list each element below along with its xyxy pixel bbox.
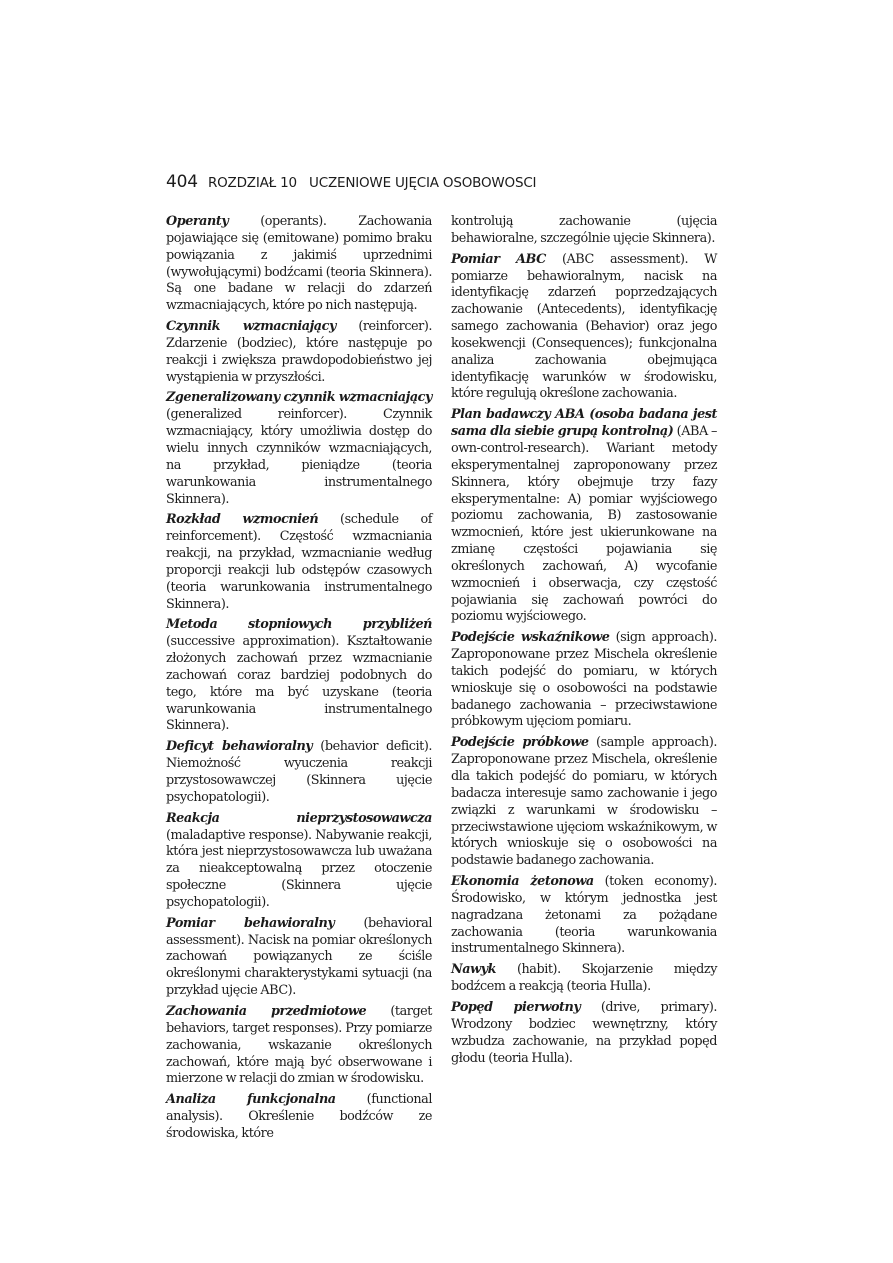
glossary-definition: (successive approximation). Kształtowanie złożonych zachowań przez wzmacnianie zachowań coraz bardziej podobnych do tego, które ma być uzyskane (teoria warunkowania instrumentalnego Skinnera). xyxy=(166,634,432,734)
glossary-definition: (schedule of reinforcement). Częstość wzmacniania reakcji, na przykład, wzmacnianie według proporcji reakcji lub odstępów czasowych (teoria warunkowania instrumentalnego Skinnera). xyxy=(166,512,432,612)
glossary-definition: (reinforcer). Zdarzenie (bodziec), które następuje po reakcji i zwiększa prawdopodobieństwo jej wystąpienia w przyszłości. xyxy=(166,319,432,385)
glossary-column-right xyxy=(451,214,717,1071)
glossary-definition: (generalized reinforcer). Czynnik wzmacniający, który umożliwia dostęp do wielu innych czynników wzmacniających, na przykład, pieniądze (teoria warunkowania instrumentalnego Skinnera). xyxy=(166,407,432,507)
glossary-term: Pomiar ABC xyxy=(451,251,546,267)
glossary-entry xyxy=(166,214,432,315)
glossary-entry xyxy=(451,735,717,870)
glossary-term: Nawyk xyxy=(451,962,497,978)
glossary-entry xyxy=(166,1004,432,1088)
glossary-entry xyxy=(166,617,432,735)
glossary-definition: (ABA – own-control-research). Wariant metody eksperymentalnej zaproponowany przez Skinnera, który obejmuje trzy fazy eksperymentalne: A) pomiar wyjściowego poziomu zachowania, B) zastosowanie wzmocnień, które jest ukierunkowane na zmianę częstości pojawiania się określonych zachowań, A) wycofanie wzmocnień i obserwacja, czy częstość pojawiania się zachowań powróci do poziomu wyjściowego. xyxy=(451,424,717,625)
glossary-term: Zachowania przedmiotowe xyxy=(166,1003,367,1019)
page-number: 404 xyxy=(166,172,198,192)
glossary-entry xyxy=(166,319,432,386)
glossary-entry-continued xyxy=(451,214,717,248)
glossary-entry xyxy=(451,407,717,626)
glossary-term: Rozkład wzmocnień xyxy=(166,512,319,528)
glossary-term: Plan badawczy ABA (osoba badana jest sama dla siebie grupą kontrolną) xyxy=(451,407,717,440)
glossary-definition: (token economy). Środowisko, w którym jednostka jest nagradzana żetonami za pożądane zachowania (teoria warunkowania instrumentalnego Skinnera). xyxy=(451,874,717,957)
glossary-entry xyxy=(451,252,717,404)
glossary-entry xyxy=(166,512,432,613)
glossary-definition: (habit). Skojarzenie między bodźcem a reakcją (teoria Hulla). xyxy=(451,962,717,995)
glossary-definition: (sign approach). Zaproponowane przez Mischela określenie takich podejść do pomiaru, w których wnioskuje się o osobowości na podstawie badanego zachowania – przeciwstawione próbkowym ujęciom pomiaru. xyxy=(451,630,717,730)
glossary-term: Reakcja nieprzystosowawcza xyxy=(166,810,432,826)
glossary-entry xyxy=(451,962,717,996)
glossary-entry xyxy=(166,811,432,912)
running-header xyxy=(166,172,726,192)
glossary-term: Operanty xyxy=(166,214,229,229)
glossary-entry xyxy=(166,739,432,806)
glossary-entry xyxy=(166,390,432,508)
glossary-term: Zgeneralizowany czynnik wzmacniający xyxy=(166,390,432,406)
glossary-entry xyxy=(166,1092,432,1143)
glossary-entry xyxy=(451,874,717,958)
glossary-term: Ekonomia żetonowa xyxy=(451,874,594,890)
glossary-definition: (sample approach). Zaproponowane przez Mischela, określenie dla takich podejść do pomiaru, w których badacza interesuje samo zachowanie i jego związki z warunkami w środowisku – przeciwstawione ujęciom wskaźnikowym, w których wnioskuje się o osobowości na podstawie badanego zachowania. xyxy=(451,735,717,869)
glossary-term: Czynnik wzmacniający xyxy=(166,319,336,335)
glossary-definition: (drive, primary). Wrodzony bodziec wewnętrzny, który wzbudza zachowanie, na przykład popęd głodu (teoria Hulla). xyxy=(451,999,717,1066)
glossary-definition: (target behaviors, target responses). Przy pomiarze zachowania, wskazanie określonych zachowań, które mają być obserwowane i mierzone w relacji do zmian w środowisku. xyxy=(166,1003,432,1087)
glossary-definition: (functional analysis). Określenie bodźców ze środowiska, które xyxy=(166,1092,432,1141)
glossary-definition: (behavioral assessment). Nacisk na pomiar określonych zachowań powiązanych ze ściśle określonymi charakterystykami sytuacji (na przykład ujęcie ABC). xyxy=(166,915,432,999)
glossary-term: Deficyt behawioralny xyxy=(166,739,313,755)
glossary-entry xyxy=(451,630,717,731)
glossary-term: Podejście wskaźnikowe xyxy=(451,630,610,646)
glossary-term: Analiza funkcjonalna xyxy=(166,1092,336,1108)
chapter-label: ROZDZIAŁ 10 xyxy=(207,175,297,191)
glossary-definition: (operants). Zachowania pojawiające się (emitowane) pomimo braku powiązania z jakimiś uprzednimi (wywołującymi) bodźcami (teoria Skinnera). Są one badane w relacji do zdarzeń wzmacniających, które po nich następują. xyxy=(166,214,432,314)
glossary-term: Podejście próbkowe xyxy=(451,735,589,751)
glossary-column-left xyxy=(166,214,432,1147)
glossary-entry xyxy=(451,1000,717,1067)
glossary-definition: (maladaptive response). Nabywanie reakcji, która jest nieprzystosowawcza lub uważana za nieakceptowalną przez otoczenie społeczne (Skinnera ujęcie psychopatologii). xyxy=(166,827,432,910)
glossary-entry xyxy=(166,916,432,1000)
glossary-definition: (ABC assessment). W pomiarze behawioralnym, nacisk na identyfikację zdarzeń poprzedzających zachowanie (Antecedents), identyfikację samego zachowania (Behavior) oraz jego kosekwencji (Consequences); funkcjonalna analiza zachowania obejmująca identyfikację warunków w środowisku, które regulują określone zachowania. xyxy=(451,251,717,402)
glossary-definition: kontrolują zachowanie (ujęcia behawioralne, szczególnie ujęcie Skinnera). xyxy=(451,214,717,246)
glossary-term: Metoda stopniowych przybliżeń xyxy=(166,617,432,633)
glossary-term: Popęd pierwotny xyxy=(451,999,581,1015)
glossary-definition: (behavior deficit). Niemożność wyuczenia reakcji przystosowawczej (Skinnera ujęcie psychopatologii). xyxy=(166,739,432,805)
glossary-term: Pomiar behawioralny xyxy=(166,915,335,931)
chapter-title: UCZENIOWE UJĘCIA OSOBOWOSCI xyxy=(309,175,537,191)
